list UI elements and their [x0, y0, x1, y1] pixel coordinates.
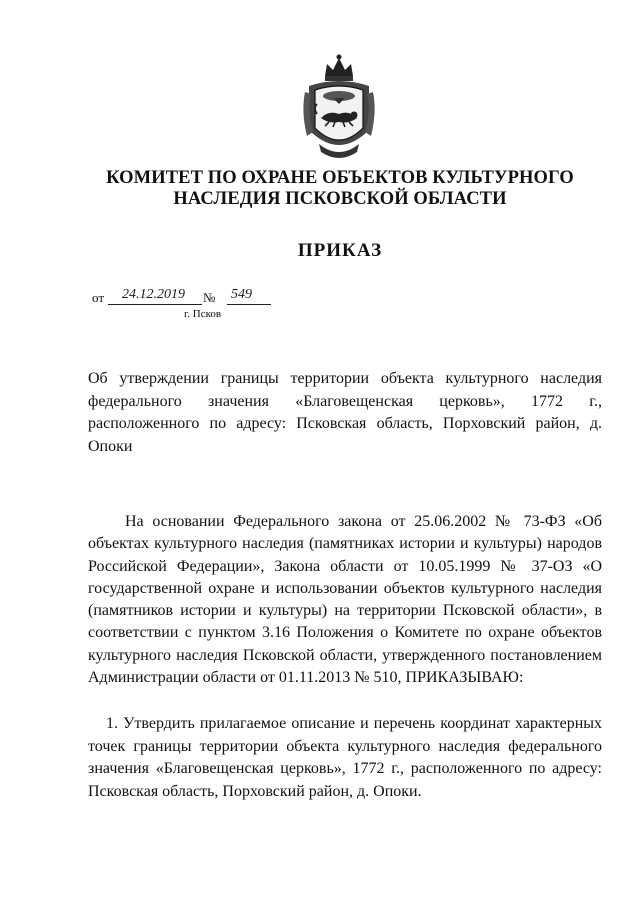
order-item-1: 1. Утвердить прилагаемое описание и перечень координат характерных точек границы территории объекта культурного наследия федерального значения «Благовещенская церковь», 1772 г., расположенного по адресу: Псковская область, Порховский район, д. Опоки. — [88, 715, 602, 800]
organization-line-2: НАСЛЕДИЯ ПСКОВСКОЙ ОБЛАСТИ — [173, 189, 507, 209]
order-basis-paragraph: На основании Федерального закона от 25.06.2002 № 73-ФЗ «Об объектах культурного наследия (памятниках истории и культуры) народов Российской Федерации», Закона области от 10.05.1999 № 37-ОЗ «О государственной охране и использовании объектов культурного наследия (памятников истории и культуры) на территории Псковской области», в соответствии с пунктом 3.16 Положения о Комитете по охране объектов культурного наследия Псковской области, утвержденного постановлением Администрации области от 01.11.2013 № 510, ПРИКАЗЫВАЮ: — [88, 513, 602, 687]
organization-name — [100, 168, 580, 210]
order-subject: Об утверждении границы территории объекта культурного наследия федерального значения «Благовещенская церковь», 1772 г., расположенного по адресу: Псковская область, Порховский район, д. Опоки — [88, 370, 602, 455]
document-type-heading: ПРИКАЗ — [297, 240, 383, 261]
number-label: № — [203, 290, 216, 305]
order-date: 24.12.2019 — [108, 287, 202, 305]
from-label: от — [92, 290, 105, 305]
order-number: 549 — [227, 287, 271, 305]
coat-of-arms-emblem — [299, 52, 379, 164]
organization-line-1: КОМИТЕТ ПО ОХРАНЕ ОБЪЕКТОВ КУЛЬТУРНОГО — [106, 168, 574, 188]
order-date-number-line — [92, 287, 292, 327]
city-label: г. Псков — [184, 308, 222, 320]
